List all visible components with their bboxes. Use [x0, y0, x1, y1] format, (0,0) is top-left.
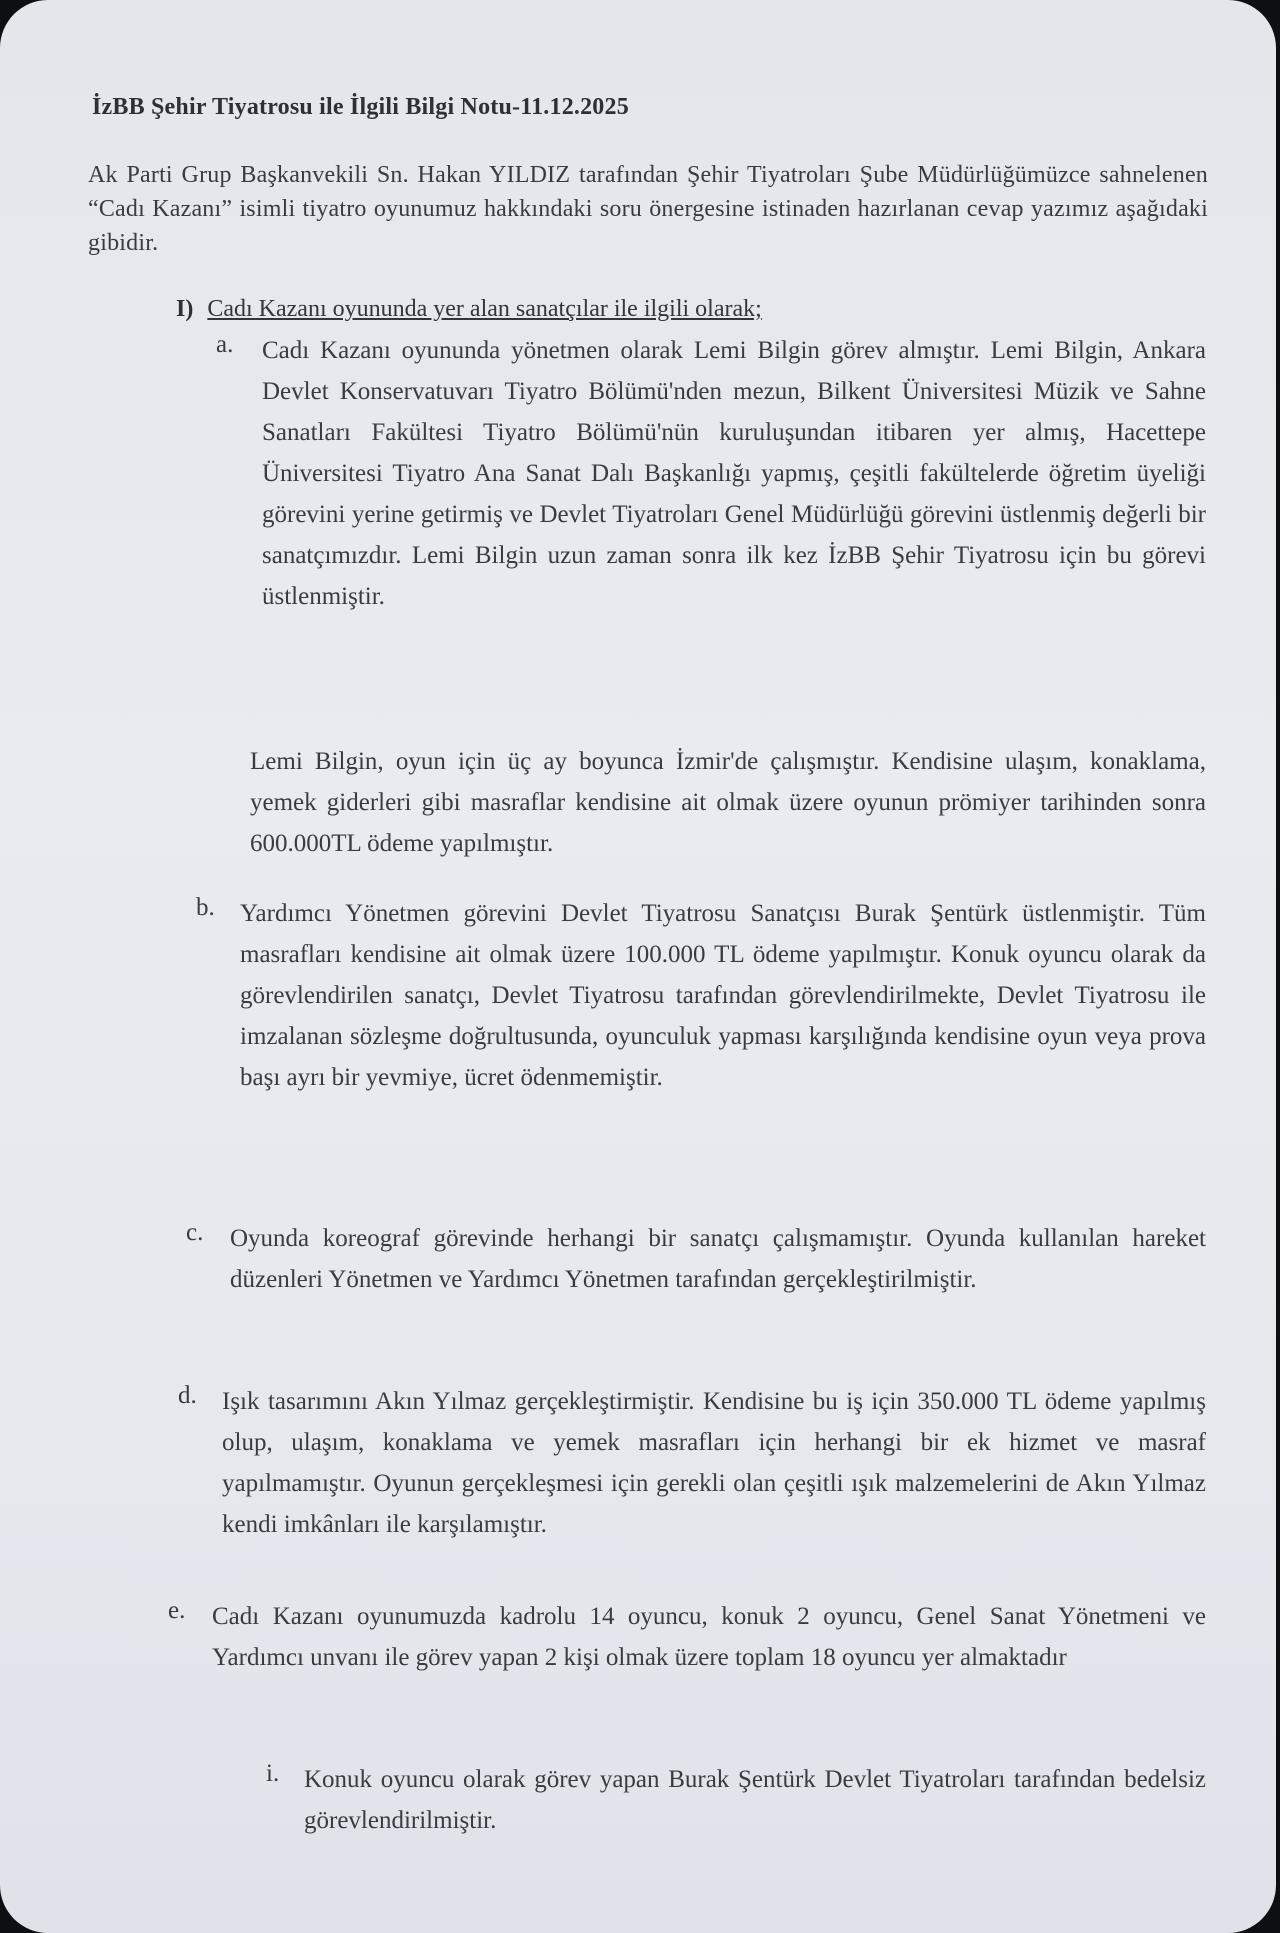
intro-paragraph: Ak Parti Grup Başkanvekili Sn. Hakan YILDIZ tarafından Şehir Tiyatroları Şube Müdürlüğümüzce sahnelenen “Cadı Kazanı” isimli tiyatro oyunumuz hakkındaki soru önergesine istinaden hazırlanan cevap yazımız aşağıdaki gibidir. — [88, 162, 1208, 256]
section-heading-text: Cadı Kazanı oyununda yer alan sanatçılar ile ilgili olarak; — [207, 296, 762, 322]
item-marker-c: c. — [186, 1219, 204, 1246]
item-d-paragraph: Işık tasarımını Akın Yılmaz gerçekleştirmiştir. Kendisine bu iş için 350.000 TL ödeme yapılmış olup, ulaşım, konaklama ve yemek masrafları için herhangi bir ek hizmet ve masraf yapılmamıştır. Oyunun gerçekleşmesi için gerekli olan çeşitli ışık malzemelerini de Akın Yılmaz kendi imkânları ile karşılamıştır. — [222, 1388, 1206, 1538]
item-a-paragraph-1: Cadı Kazanı oyununda yönetmen olarak Lemi Bilgin görev almıştır. Lemi Bilgin, Ankara Devlet Konservatuvarı Tiyatro Bölümü'nden mezun, Bilkent Üniversitesi Müzik ve Sahne Sanatları Fakültesi Tiyatro Bölümü'nün kuruluşundan itibaren yer almış, Hacettepe Üniversitesi Tiyatro Ana Sanat Dalı Başkanlığı yapmış, çeşitli fakültelerde öğretim üyeliği görevini yerine getirmiş ve Devlet Tiyatroları Genel Müdürlüğü görevini üstlenmiş değerli bir sanatçımızdır. Lemi Bilgin uzun zaman sonra ilk kez İzBB Şehir Tiyatrosu için bu görevi üstlenmiştir. — [262, 337, 1206, 610]
item-c-paragraph: Oyunda koreograf görevinde herhangi bir sanatçı çalışmamıştır. Oyunda kullanılan hareket düzenleri Yönetmen ve Yardımcı Yönetmen tarafından gerçekleştirilmiştir. — [230, 1225, 1206, 1293]
item-marker-e: e. — [168, 1597, 186, 1624]
item-a-paragraph-2: Lemi Bilgin, oyun için üç ay boyunca İzmir'de çalışmıştır. Kendisine ulaşım, konaklama, yemek giderleri gibi masraflar kendisine ait olmak üzere oyunun prömiyer tarihinden sonra 600.000TL ödeme yapılmıştır. — [250, 748, 1206, 857]
document-title: İzBB Şehir Tiyatrosu ile İlgili Bilgi Notu-11.12.2025 — [92, 94, 629, 120]
item-marker-b: b. — [196, 894, 215, 921]
item-e-paragraph: Cadı Kazanı oyunumuzda kadrolu 14 oyuncu, konuk 2 oyuncu, Genel Sanat Yönetmeni ve Yardımcı unvanı ile görev yapan 2 kişi olmak üzere toplam 18 oyuncu yer almaktadır — [212, 1603, 1206, 1671]
item-marker-d: d. — [178, 1382, 197, 1409]
subitem-marker-i: i. — [266, 1760, 280, 1787]
section-number: I) — [176, 296, 194, 322]
subitem-i-paragraph: Konuk oyuncu olarak görev yapan Burak Şentürk Devlet Tiyatroları tarafından bedelsiz görevlendirilmiştir. — [304, 1766, 1206, 1834]
section-heading — [176, 296, 762, 323]
item-b-paragraph: Yardımcı Yönetmen görevini Devlet Tiyatrosu Sanatçısı Burak Şentürk üstlenmiştir. Tüm masrafları kendisine ait olmak üzere 100.000 TL ödeme yapılmıştır. Konuk oyuncu olarak da görevlendirilen sanatçı, Devlet Tiyatrosu tarafından görevlendirilmekte, Devlet Tiyatrosu ile imzalanan sözleşme doğrultusunda, oyunculuk yapması karşılığında kendisine oyun veya prova başı ayrı bir yevmiye, ücret ödenmemiştir. — [240, 900, 1206, 1091]
item-marker-a: a. — [216, 331, 234, 358]
